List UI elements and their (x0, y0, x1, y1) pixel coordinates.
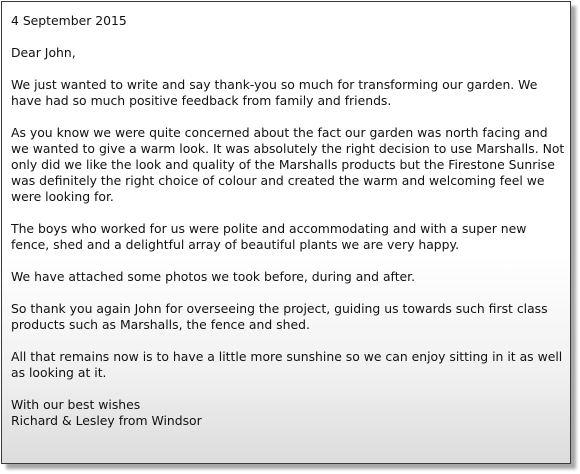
letter-signature: Richard & Lesley from Windsor (11, 413, 202, 428)
letter-body (11, 13, 566, 429)
letter-date: 4 September 2015 (11, 13, 127, 28)
letter-paragraph-4: We have attached some photos we took before, during and after. (11, 269, 416, 284)
letter-paragraph-2: As you know we were quite concerned about the fact our garden was north facing and we wanted to give a warm look. It was absolutely the right decision to use Marshalls. Not only did we like the look and quality of the Marshalls products but the Firestone Sunrise was definitely the right choice of colour and created the warm and welcoming feel we were looking for. (11, 125, 565, 204)
letter-paragraph-1: We just wanted to write and say thank-you so much for transforming our garden. We have had so much positive feedback from family and friends. (11, 77, 538, 108)
letter-signoff (11, 397, 566, 429)
testimonial-letter-card (1, 1, 571, 464)
letter-closing: With our best wishes (11, 397, 141, 412)
letter-paragraph-3: The boys who worked for us were polite and accommodating and with a super new fence, shed and a delightful array of beautiful plants we are very happy. (11, 221, 527, 252)
letter-salutation: Dear John, (11, 45, 76, 60)
letter-paragraph-6: All that remains now is to have a little more sunshine so we can enjoy sitting in it as well as looking at it. (11, 349, 563, 380)
letter-paragraph-5: So thank you again John for overseeing the project, guiding us towards such first class products such as Marshalls, the fence and shed. (11, 301, 548, 332)
